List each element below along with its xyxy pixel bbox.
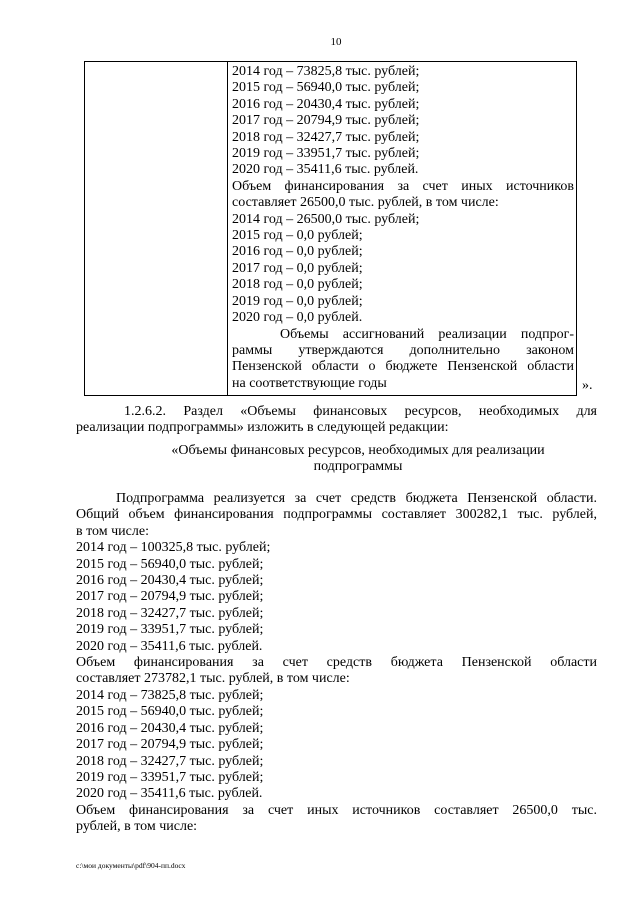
table-other-sources-intro: составляет 26500,0 тыс. рублей, в том числе: — [232, 195, 499, 211]
funding-intro-line: Подпрограмма реализуется за счет средств бюджета Пензенской области. — [116, 491, 597, 506]
table-line: 2015 год – 56940,0 тыс. рублей; — [232, 80, 420, 96]
table-line: 2016 год – 20430,4 тыс. рублей; — [232, 96, 420, 112]
total-line: 2018 год – 32427,7 тыс. рублей; — [76, 605, 264, 621]
total-line: 2015 год – 56940,0 тыс. рублей; — [76, 556, 264, 572]
table-line: 2014 год – 73825,8 тыс. рублей; — [232, 64, 420, 79]
regional-intro-line: составляет 273782,1 тыс. рублей, в том числе: — [76, 671, 350, 687]
table-other-line: 2017 год – 0,0 рублей; — [232, 260, 363, 276]
regional-line: 2015 год – 56940,0 тыс. рублей; — [76, 704, 264, 720]
total-line: 2020 год – 35411,6 тыс. рублей. — [76, 638, 263, 654]
table-note: на соответствующие годы — [232, 375, 387, 391]
table-line: 2020 год – 35411,6 тыс. рублей. — [232, 162, 419, 178]
funding-table — [84, 61, 577, 396]
table-other-line: 2016 год – 0,0 рублей; — [232, 244, 363, 260]
table-note: раммы утверждаются дополнительно законом — [232, 342, 574, 358]
regional-intro-line: Объем финансирования за счет средств бюджета Пензенской области — [76, 655, 597, 671]
footer-file-path: c:\мои документы\pdf\904-пп.docx — [76, 861, 186, 870]
table-note: Объемы ассигнований реализации подпрог- — [280, 326, 574, 342]
table-other-line: 2019 год – 0,0 рублей; — [232, 293, 363, 309]
total-line: 2014 год – 100325,8 тыс. рублей; — [76, 540, 271, 556]
total-line: 2016 год – 20430,4 тыс. рублей; — [76, 573, 264, 589]
funding-intro-line: Общий объем финансирования подпрограммы составляет 300282,1 тыс. рублей, — [76, 507, 597, 523]
other-sources-line: Объем финансирования за счет иных источников составляет 26500,0 тыс. — [76, 802, 597, 818]
amendment-line: реализации подпрограммы» изложить в следующей редакции: — [76, 420, 449, 436]
regional-line: 2016 год – 20430,4 тыс. рублей; — [76, 720, 264, 736]
table-line: 2019 год – 33951,7 тыс. рублей; — [232, 146, 420, 162]
regional-line: 2019 год – 33951,7 тыс. рублей; — [76, 769, 264, 785]
amendment-paragraph — [76, 404, 597, 437]
page-number: 10 — [330, 36, 342, 48]
total-line: 2017 год – 20794,9 тыс. рублей; — [76, 589, 264, 605]
table-other-sources-intro: Объем финансирования за счет иных источников — [232, 178, 574, 194]
regional-line: 2014 год – 73825,8 тыс. рублей; — [76, 687, 264, 703]
table-closing-quote: ». — [582, 378, 593, 393]
table-other-line: 2015 год – 0,0 рублей; — [232, 228, 363, 244]
total-line: 2019 год – 33951,7 тыс. рублей; — [76, 622, 264, 638]
section-heading-line: подпрограммы — [313, 459, 403, 475]
table-other-line: 2014 год – 26500,0 тыс. рублей; — [232, 211, 420, 227]
table-line: 2018 год – 32427,7 тыс. рублей; — [232, 129, 420, 145]
table-note: Пензенской области о бюджете Пензенской области — [232, 359, 574, 375]
other-sources-line: рублей, в том числе: — [76, 819, 198, 835]
section-heading — [108, 443, 608, 476]
amendment-line: 1.2.6.2. Раздел «Объемы финансовых ресурсов, необходимых для — [124, 404, 597, 419]
funding-paragraph — [76, 491, 597, 836]
table-line: 2017 год – 20794,9 тыс. рублей; — [232, 113, 420, 129]
regional-line: 2020 год – 35411,6 тыс. рублей. — [76, 786, 263, 802]
table-other-line: 2020 год – 0,0 рублей. — [232, 310, 363, 326]
regional-line: 2017 год – 20794,9 тыс. рублей; — [76, 737, 264, 753]
funding-intro-line: в том числе: — [76, 523, 149, 539]
table-other-line: 2018 год – 0,0 рублей; — [232, 277, 363, 293]
table-right-cell — [232, 64, 574, 392]
section-heading-line: «Объемы финансовых ресурсов, необходимых для реализации — [171, 443, 545, 458]
table-column-divider — [227, 62, 228, 395]
regional-line: 2018 год – 32427,7 тыс. рублей; — [76, 753, 264, 769]
